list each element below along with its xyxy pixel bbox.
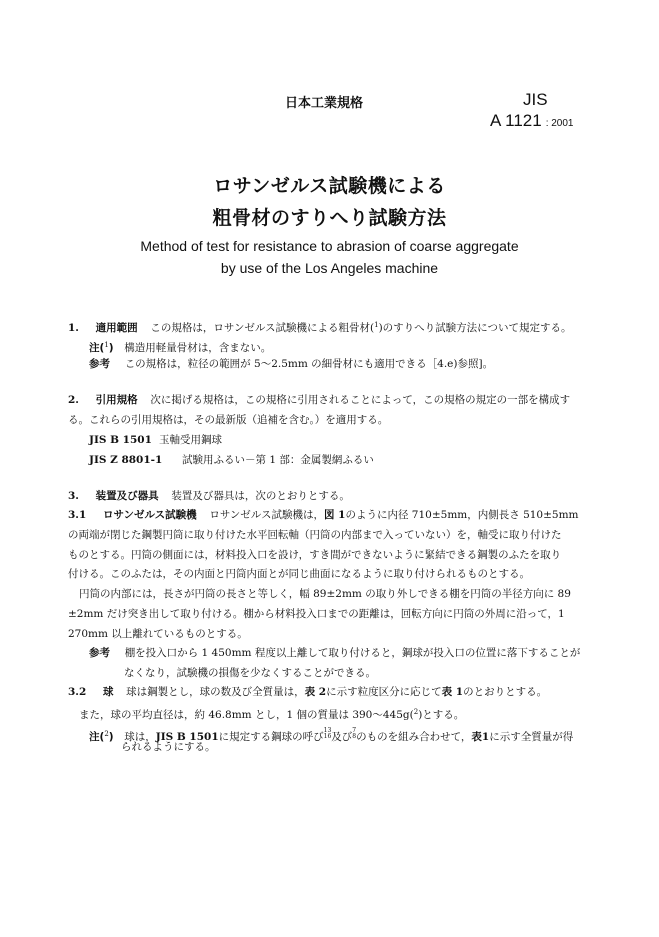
standard-year: : 2001 bbox=[545, 118, 574, 129]
title-en-line1: Method of test for resistance to abrasion of coarse aggregate bbox=[140, 238, 519, 254]
table-2-ref: 表 2 bbox=[304, 686, 327, 698]
section-1-sup: 1 bbox=[374, 321, 379, 329]
reference-1-label: 参考 bbox=[89, 358, 110, 370]
subsection-3-1-line1 bbox=[68, 508, 579, 522]
title-ja-line2: 粗骨材のすりへり試験方法 bbox=[212, 207, 447, 229]
note-2-text-c: 及び bbox=[331, 731, 353, 743]
subsection-3-2-heading: 球 bbox=[102, 686, 114, 698]
section-3-heading: 装置及び器具 bbox=[95, 490, 159, 502]
subsection-3-2-number: 3.2 bbox=[68, 686, 87, 698]
reference-standard-code: JIS B 1501 bbox=[89, 434, 152, 446]
note-2-close: ) bbox=[108, 731, 114, 743]
section-1-text-a: この規格は，ロサンゼルス試験機による粗骨材( bbox=[150, 322, 375, 334]
note-2-text-d: のものを組み合わせて， bbox=[356, 731, 472, 743]
table-1-ref: 表 1 bbox=[441, 686, 464, 698]
section-3-line bbox=[68, 489, 350, 503]
reference-3-1-line2: なくなり，試験機の損傷を少なくすることができる。 bbox=[124, 667, 376, 679]
subsection-3-2-line1 bbox=[68, 685, 547, 699]
reference-3-1-text: 棚を投入口から 1 450mm 程度以上離して取り付けると，鋼球が投入口の位置に落下することが bbox=[124, 647, 581, 659]
fraction-13-16 bbox=[324, 728, 332, 740]
standard-number-code: A 1121 bbox=[490, 111, 542, 130]
subsection-3-1-line: ものとする。円筒の側面には，材料投入口を設け，すき間ができないように緊結できる鋼製のふたを取り bbox=[68, 549, 562, 561]
standard-number bbox=[490, 111, 574, 131]
subsection-3-1-heading: ロサンゼルス試験機 bbox=[102, 509, 197, 521]
fraction-7-8 bbox=[352, 728, 356, 740]
subsection-3-1-text-b: のように内径 710±5mm，内側長さ 510±5mm bbox=[345, 509, 579, 521]
subsection-3-2-sup: 2 bbox=[413, 708, 419, 716]
note-2-standard-code: JIS B 1501 bbox=[155, 731, 219, 743]
jis-label: JIS bbox=[523, 90, 548, 109]
subsection-3-1-number: 3.1 bbox=[68, 509, 87, 521]
note-1-sup: 1 bbox=[104, 341, 109, 349]
fraction-denominator: 16 bbox=[323, 733, 332, 740]
section-2-heading: 引用規格 bbox=[95, 394, 138, 406]
note-2-text-e: に示す全質量が得 bbox=[489, 731, 574, 743]
note-2-label: 注( bbox=[89, 731, 105, 743]
reference-standard-row bbox=[89, 433, 222, 447]
note-1-label: 注( bbox=[89, 342, 105, 354]
figure-1-ref: 図 1 bbox=[324, 509, 346, 521]
reference-standard-row bbox=[89, 453, 374, 467]
title-en-line2: by use of the Los Angeles machine bbox=[220, 260, 439, 276]
note-1-text: 構造用軽量骨材は，含まない。 bbox=[124, 342, 272, 354]
subsection-3-2-line2-a: また，球の平均直径は，約 46.8mm とし，1 個の質量は 390～445g( bbox=[79, 709, 414, 721]
section-2-line2: る。これらの引用規格は，その最新版（追補を含む。）を適用する。 bbox=[68, 414, 389, 426]
subsection-3-2-text-a: 球は鋼製とし，球の数及び全質量は， bbox=[126, 686, 305, 698]
subsection-3-1-para2-line: 円筒の内部には，長さが円筒の長さと等しく，幅 89±2mm の取り外しできる棚を円筒の半径方向に 89 bbox=[79, 588, 571, 600]
note-1-close: ) bbox=[108, 342, 114, 354]
reference-3-1-line1 bbox=[89, 646, 580, 660]
subsection-3-2-line2-b: )とする。 bbox=[418, 709, 465, 721]
reference-3-1-label: 参考 bbox=[89, 647, 110, 659]
section-1-heading: 適用範囲 bbox=[95, 322, 138, 334]
note-2-line2: られるようにする。 bbox=[121, 741, 216, 753]
subsection-3-2-text-c: のとおりとする。 bbox=[463, 686, 548, 698]
reference-standard-code: JIS Z 8801-1 bbox=[89, 454, 163, 466]
reference-1-line bbox=[89, 357, 493, 371]
section-3-intro: 装置及び器具は，次のとおりとする。 bbox=[171, 490, 350, 502]
subsection-3-1-line: の両端が閉じた鋼製円筒に取り付けた水平回転軸（円筒の内部まで入っていない）を，軸受に取り付けた bbox=[68, 529, 562, 541]
fraction-numerator: 7 bbox=[352, 727, 357, 734]
note-2-sup: 2 bbox=[104, 730, 109, 738]
reference-1-text: この規格は，粒径の範囲が 5～2.5mm の細骨材にも適用できる［4.e)参照]。 bbox=[124, 358, 494, 370]
note-2-text-a: 球は， bbox=[124, 731, 156, 743]
reference-standard-title: 試験用ふるい－第 1 部：金属製網ふるい bbox=[182, 454, 374, 466]
subsection-3-2-line2 bbox=[79, 705, 464, 722]
note-2-text-b: に規定する鋼球の呼び bbox=[218, 731, 324, 743]
section-1-text-b: )のすりへり試験方法について規定する。 bbox=[378, 322, 572, 334]
section-2-text-line1: 次に掲げる規格は，この規格に引用されることによって，この規格の規定の一部を構成す bbox=[150, 394, 571, 406]
note-1-line bbox=[89, 338, 271, 355]
fraction-denominator: 8 bbox=[352, 733, 357, 740]
section-3-number: 3. bbox=[68, 490, 79, 502]
subsection-3-1-text-a: ロサンゼルス試験機は， bbox=[209, 509, 324, 521]
title-ja-line1: ロサンゼルス試験機による bbox=[213, 175, 446, 197]
section-1-line bbox=[68, 318, 571, 335]
note-2-table-1-ref: 表1 bbox=[471, 731, 490, 743]
section-2-number: 2. bbox=[68, 394, 79, 406]
subsection-3-1-para2-line: 270mm 以上離れているものとする。 bbox=[68, 628, 248, 640]
section-2-line1 bbox=[68, 393, 570, 407]
standard-name: 日本工業規格 bbox=[285, 96, 364, 111]
subsection-3-1-line: 付ける。このふたは，その内面と円筒内面とが同じ曲面になるように取り付けられるものとする。 bbox=[68, 568, 530, 580]
subsection-3-1-para2-line: ±2mm だけ突き出して取り付ける。棚から材料投入口までの距離は，回転方向に円筒の外周に沿って，1 bbox=[68, 608, 565, 620]
reference-standard-title: 玉軸受用鋼球 bbox=[159, 434, 222, 446]
subsection-3-2-text-b: に示す粒度区分に応じて bbox=[326, 686, 442, 698]
fraction-numerator: 13 bbox=[323, 727, 332, 734]
section-1-number: 1. bbox=[68, 322, 79, 334]
